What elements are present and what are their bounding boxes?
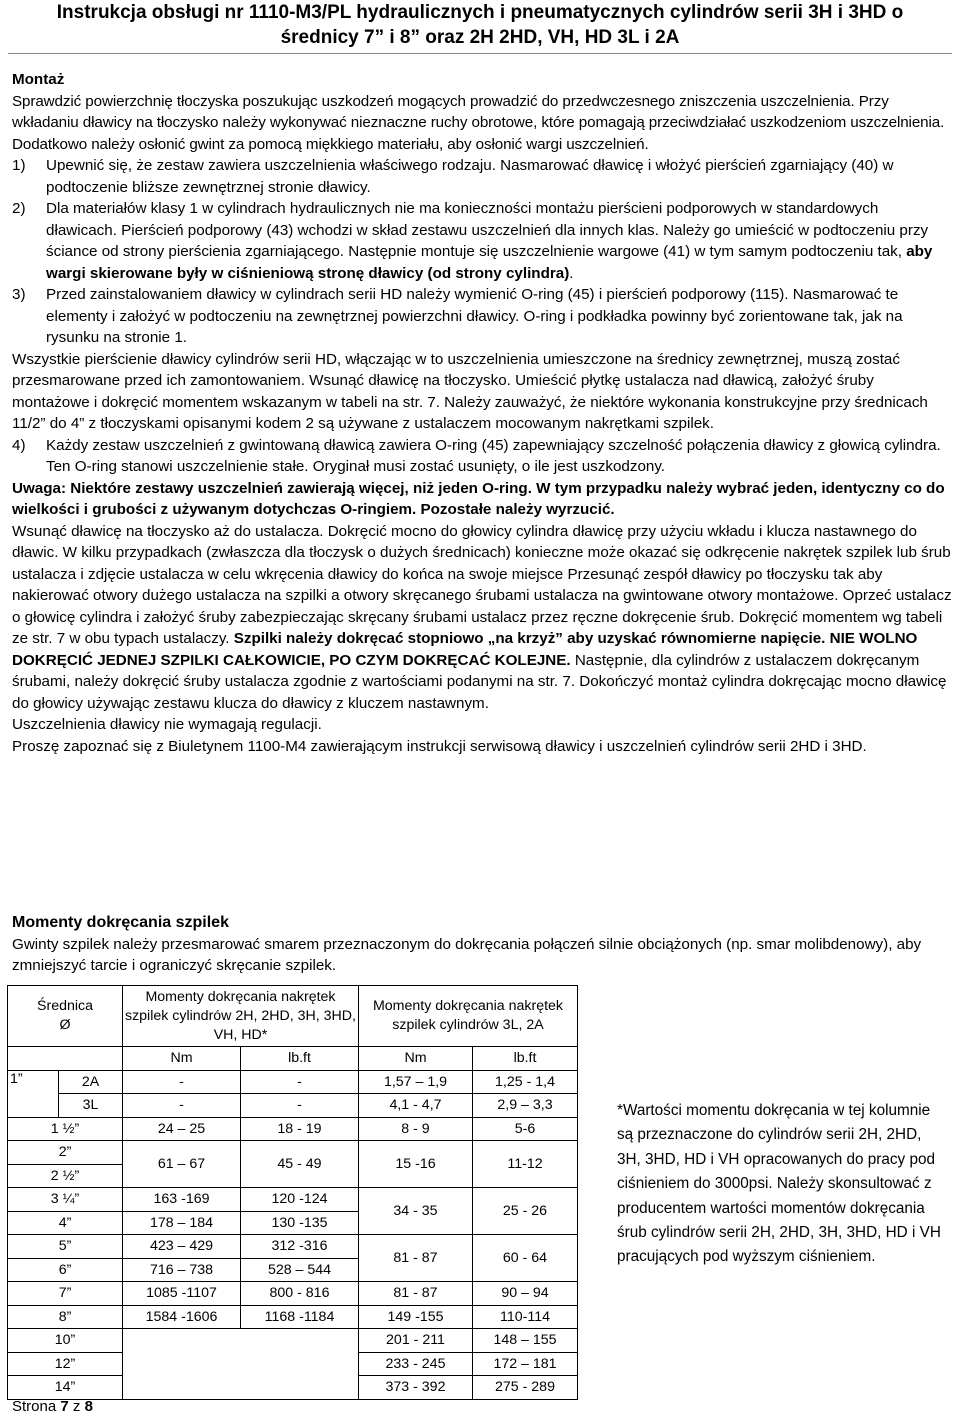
cell: 34 - 35 [359, 1188, 473, 1235]
cell: 1168 -1184 [241, 1305, 359, 1329]
header-rule [8, 53, 952, 54]
cell-diameter: 10” [8, 1329, 123, 1353]
footer-current-page: 7 [60, 1398, 69, 1415]
lubrication-paragraph: Wszystkie pierścienie dławicy cylindrów serii HD, włączając w to uszczelnienia umieszczone na średnicy zewnętrznej, muszą zostać przesmarowane przed ich zamontowaniem. Wsunąć dławicę na tłoczysko. Umieścić płytkę ustalacza nad dławicą, założyć śruby montażowe i dokręcić momentem wskazanym w tabeli na str. 7. Należy zauważyć, że niektóre wykonania konstrukcyjne przy średnicach 11/2” do 4” z tłoczyskami opisanymi kodem 2 są używane z ustalaczem mocowanym nakrętkami szpilek. [12, 350, 928, 432]
cell: 149 -155 [359, 1305, 473, 1329]
table-row [8, 1188, 578, 1212]
cell-diameter: 3 ¼” [8, 1188, 123, 1212]
table-row [8, 1070, 578, 1094]
torque-table [7, 985, 578, 1400]
item-text-bold: aby wargi skierowane były w ciśnieniową stronę dławicy (od strony cylindra) [46, 243, 933, 282]
cell: 45 - 49 [241, 1141, 359, 1188]
montaz-title: Montaż [12, 71, 65, 88]
table-row [8, 1141, 578, 1165]
header-group-1: Momenty dokręcania nakrętek szpilek cylindrów 2H, 2HD, 3H, 3HD, VH, HD* [123, 986, 359, 1047]
cell: 233 - 245 [359, 1352, 473, 1376]
header-line-2: średnicy 7” i 8” oraz 2H 2HD, VH, HD 3L i 2A [280, 27, 680, 48]
footer-label: Strona [12, 1398, 57, 1415]
item-number: 4) [12, 436, 26, 454]
cell: 528 – 544 [241, 1258, 359, 1282]
bulletin-paragraph: Proszę zapoznać się z Biuletynem 1100-M4 zawierającym instrukcji serwisową dławicy i uszczelnień cylindrów serii 2HD i 3HD. [12, 737, 867, 755]
montaz-item-3 [12, 284, 952, 349]
assembly-paragraph [12, 521, 952, 715]
cell: 178 – 184 [123, 1211, 241, 1235]
uwaga-note: Uwaga: Niektóre zestawy uszczelnień zawierają więcej, niż jeden O-ring. W tym przypadku należy wybrać jeden, identyczny co do wielkości i grubości z używanym dotychczas O-ringiem. Pozostałe należy wyrzucić. [12, 479, 945, 518]
cell: 1,25 - 1,4 [473, 1070, 578, 1094]
cell-diameter: 1” [8, 1070, 59, 1117]
item-text: Upewnić się, że zestaw zawiera uszczelnienia właściwego rodzaju. Nasmarować dławicę i włożyć pierścień zgarniający (40) w podtoczenie bliższe zewnętrznej stronie dławicy. [46, 157, 894, 196]
cell: 120 -124 [241, 1188, 359, 1212]
cell-diameter: 6” [8, 1258, 123, 1282]
cell: 312 -316 [241, 1235, 359, 1259]
cell: 24 – 25 [123, 1117, 241, 1141]
item-text-after: . [569, 264, 574, 282]
unit-lbft: lb.ft [473, 1047, 578, 1071]
empty-cell [123, 1352, 241, 1376]
cell: 90 – 94 [473, 1282, 578, 1306]
cell: 172 – 181 [473, 1352, 578, 1376]
cell: 201 - 211 [359, 1329, 473, 1353]
empty-cell [241, 1376, 359, 1400]
assembly-text-bold: Szpilki należy dokręcać stopniowo „na krzyż” aby uzyskać równomierne napięcie. NIE WOLNO DOKRĘCIĆ JEDNEJ SZPILKI CAŁKOWICIE, PO CZYM DOKRĘCAĆ KOLEJNE. [12, 630, 918, 669]
empty-cell [241, 1329, 359, 1353]
page-header [0, 0, 960, 50]
table-row [8, 1305, 578, 1329]
cell: 1584 -1606 [123, 1305, 241, 1329]
cell-diameter: 8” [8, 1305, 123, 1329]
montaz-item-2 [12, 198, 952, 284]
header-line-1: Instrukcja obsługi nr 1110-M3/PL hydraulicznych i pneumatycznych cylindrów serii 3H i 3HD o [56, 2, 904, 23]
cell: 1085 -1107 [123, 1282, 241, 1306]
momenty-title: Momenty dokręcania szpilek [12, 914, 229, 931]
table-row [8, 1117, 578, 1141]
table-units-row [8, 1047, 578, 1071]
table-row [8, 1329, 578, 1353]
table-row [8, 1376, 578, 1400]
unit-nm: Nm [359, 1047, 473, 1071]
cell: 275 - 289 [473, 1376, 578, 1400]
cell-variant: 2A [59, 1070, 123, 1094]
cell-diameter: 14” [8, 1376, 123, 1400]
item-text: Każdy zestaw uszczelnień z gwintowaną dławicą zawiera O-ring (45) zapewniający szczelność połączenia dławicy z głowicą cylindra. Ten O-ring stanowi uszczelnienie stałe. Oryginał musi zostać usunięty, o ile jest uszkodzony. [46, 436, 941, 475]
cell: 716 – 738 [123, 1258, 241, 1282]
cell: 5-6 [473, 1117, 578, 1141]
cell: 11-12 [473, 1141, 578, 1188]
header-diameter-label: Średnica [37, 998, 93, 1014]
assembly-text-a: Wsunąć dławicę na tłoczysko aż do ustalacza. Dokręcić mocno do głowicy cylindra dławicę przy użyciu wkładu i klucza nastawnego do dławic. W kilku przypadkach (zwłaszcza dla tłoczysk o dużych średnicach) konieczne może okazać się odkręcenie nakrętek szpilek lub śrub ustalacza i zdjęcie ustalacza w celu wkręcenia dławicy do końca na swoje miejsce Przesunąć zespół dławicy po tłoczysku tak aby nakierować otwory dużego ustalacza na szpilki a otwory skręcanego śrubami ustalacza na gwintowane otwory montażowe. Oprzeć ustalacz o głowicę cylindra i założyć śruby zabezpieczając skręcany śrubami ustalacz przez ręczne dokręcenie śrub. Dokręcić momentem wg tabeli ze str. 7 w obu typach ustalaczy. [12, 522, 952, 647]
cell-diameter: 7” [8, 1282, 123, 1306]
montaz-item-4 [12, 435, 952, 478]
cell: 148 – 155 [473, 1329, 578, 1353]
cell: 15 -16 [359, 1141, 473, 1188]
header-phi: Ø [59, 1017, 71, 1033]
cell: 25 - 26 [473, 1188, 578, 1235]
cell-diameter: 1 ½” [8, 1117, 123, 1141]
units-spacer [8, 1047, 123, 1071]
cell: 61 – 67 [123, 1141, 241, 1188]
header-diameter [8, 986, 123, 1047]
table-header-row [8, 986, 578, 1047]
unit-lbft: lb.ft [241, 1047, 359, 1071]
table-footnote: *Wartości momentu dokręcania w tej kolumnie są przeznaczone do cylindrów serii 2H, 2HD, 3H, 3HD, HD i VH opracowanych do pracy pod ciśnieniem do 3000psi. Należy skonsultować z producentem wartości momentów dokręcania śrub cylindrów serii 2H, 2HD, 3H, 3HD, HD i VH pracujących pod wyższym ciśnieniem. [617, 1102, 941, 1266]
table-row [8, 1235, 578, 1259]
footer-sep: z [72, 1398, 81, 1415]
cell-diameter: 2 ½” [8, 1164, 123, 1188]
unit-nm: Nm [123, 1047, 241, 1071]
cell: - [123, 1070, 241, 1094]
cell: - [241, 1070, 359, 1094]
cell: - [123, 1094, 241, 1118]
momenty-text: Gwinty szpilek należy przesmarować smarem przeznaczonym do dokręcania połączeń silnie obciążonych (np. smar molibdenowy), aby zmniejszyć tarcie i ograniczyć skręcanie szpilek. [12, 935, 922, 974]
table-row [8, 1352, 578, 1376]
montaz-section [12, 69, 952, 757]
cell: 2,9 – 3,3 [473, 1094, 578, 1118]
empty-cell [123, 1329, 241, 1353]
cell: 8 - 9 [359, 1117, 473, 1141]
cell: - [241, 1094, 359, 1118]
cell: 60 - 64 [473, 1235, 578, 1282]
item-text: Dla materiałów klasy 1 w cylindrach hydraulicznych nie ma konieczności montażu pierścieni podporowych w standardowych dławicach. Pierścień podporowy (43) wchodzi w skład zestawu uszczelnień dla innych klas. Należy go umieścić w podtoczeniu przy ściance od strony pierścienia zgarniającego. Następnie montuje się uszczelnienie wargowe (41) w tym samym podtoczeniu tak, [46, 200, 929, 260]
cell: 81 - 87 [359, 1282, 473, 1306]
cell: 18 - 19 [241, 1117, 359, 1141]
empty-cell [241, 1352, 359, 1376]
cell-diameter: 2” [8, 1141, 123, 1165]
footer-total-pages: 8 [84, 1398, 93, 1415]
cell: 1,57 – 1,9 [359, 1070, 473, 1094]
cell-diameter: 4” [8, 1211, 123, 1235]
momenty-section [12, 912, 952, 977]
montaz-item-1 [12, 155, 952, 198]
empty-cell [123, 1376, 241, 1400]
item-number: 1) [12, 157, 26, 174]
item-number: 2) [12, 200, 26, 217]
cell: 130 -135 [241, 1211, 359, 1235]
cell: 4,1 - 4,7 [359, 1094, 473, 1118]
cell-variant: 3L [59, 1094, 123, 1118]
cell: 163 -169 [123, 1188, 241, 1212]
cell-diameter: 5” [8, 1235, 123, 1259]
cell: 800 - 816 [241, 1282, 359, 1306]
regulation-paragraph: Uszczelnienia dławicy nie wymagają regulacji. [12, 716, 322, 733]
assembly-text-b: Następnie, dla cylindrów z ustalaczem dokręcanym śrubami, należy dokręcić śruby ustalacza zgodnie z wartościami podanymi na str. 7. Dokończyć montaż cylindra dokręcając mocno dławicę do głowicy używając zestawu klucza do dławicy z kluczem nastawnym. [12, 651, 947, 712]
header-group-2: Momenty dokręcania nakrętek szpilek cylindrów 3L, 2A [359, 986, 578, 1047]
cell: 373 - 392 [359, 1376, 473, 1400]
cell: 423 – 429 [123, 1235, 241, 1259]
cell: 81 - 87 [359, 1235, 473, 1282]
item-text: Przed zainstalowaniem dławicy w cylindrach serii HD należy wymienić O-ring (45) i pierścień podporowy (115). Nasmarować te elementy i założyć w podtoczeniu na zewnętrznej powierzchni dławicy. O-ring i podkładka powinny być zorientowane tak, jak na rysunku na stronie 1. [46, 286, 903, 346]
cell: 110-114 [473, 1305, 578, 1329]
item-number: 3) [12, 286, 26, 303]
table-row [8, 1094, 578, 1118]
table-row [8, 1282, 578, 1306]
cell-diameter: 12” [8, 1352, 123, 1376]
page-footer [12, 1398, 93, 1415]
montaz-intro: Sprawdzić powierzchnię tłoczyska poszukując uszkodzeń mogących prowadzić do przedwczesnego zniszczenia uszczelnienia. Przy wkładaniu dławicy na tłoczysko należy wykonywać nieznaczne ruchy obrotowe, które pomagają przeciwdziałać uszkodzeniom uszczelnienia. Dodatkowo należy osłonić gwint za pomocą miękkiego materiału, aby osłonić wargi uszczelnień. [12, 92, 945, 153]
